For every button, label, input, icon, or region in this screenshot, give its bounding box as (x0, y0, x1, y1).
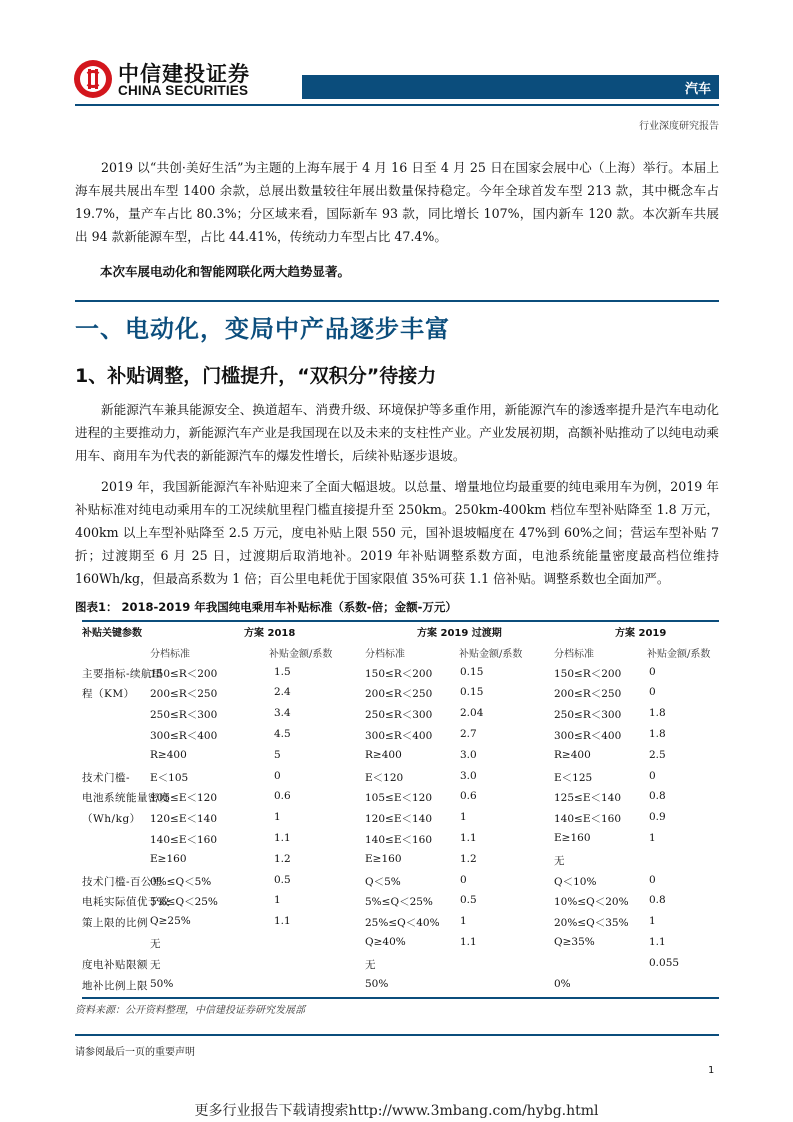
table-cell: 150≤R＜200 (554, 667, 622, 680)
sector-label: 汽车 (684, 82, 711, 97)
table-cell: 200≤R＜250 (554, 688, 622, 701)
table-cell: 105≤E＜120 (365, 792, 433, 805)
table-cell: 140≤E＜160 (150, 833, 218, 846)
table-cell: 25%≤Q＜40% (365, 917, 440, 930)
row-label: 地补比例上限 (82, 979, 148, 992)
table-cell: 0.9 (649, 811, 666, 824)
table-cell: E＜125 (554, 771, 593, 784)
table-cell: 5 (274, 748, 281, 761)
citic-logo-icon (74, 60, 112, 98)
table-body (82, 663, 719, 996)
table-row (82, 912, 719, 933)
table-cell: 5%≤Q＜25% (365, 896, 433, 909)
sector-banner (302, 75, 719, 99)
table-cell: Q≥25% (150, 915, 191, 928)
table-cell: 1.2 (274, 852, 291, 865)
logo-chinese-name: 中信建投证券 (118, 62, 250, 86)
table-row (82, 704, 719, 725)
table-cell: 1 (274, 811, 281, 824)
table-cell: 1.8 (649, 707, 666, 720)
table-cell: 0 (649, 769, 656, 782)
table-cell: 无 (365, 958, 376, 971)
row-label: 技术门槛- (82, 771, 131, 784)
subheader-amount: 补贴金额/系数 (459, 648, 523, 660)
table-cell: 20%≤Q＜35% (554, 917, 629, 930)
table-cell: 2.7 (460, 727, 477, 740)
table-cell: 1 (649, 915, 656, 928)
row-label: 度电补贴限额 (82, 958, 148, 971)
table-row (82, 933, 719, 954)
row-label: 程（KM） (82, 688, 135, 701)
table-cell: 0%≤Q＜5% (150, 875, 212, 888)
table-cell: 1.1 (460, 831, 477, 844)
table-cell: 0.8 (649, 894, 666, 907)
header-divider (75, 104, 719, 106)
table-cell: 105≤E＜120 (150, 792, 218, 805)
table-row (82, 683, 719, 704)
table-cell: 1 (460, 811, 467, 824)
table-cell: 250≤R＜300 (554, 709, 622, 722)
table-cell: 1.1 (649, 935, 666, 948)
table-row (82, 767, 719, 788)
table-cell: 0 (649, 873, 656, 886)
row-label: 策上限的比例 (82, 917, 148, 930)
table-cell: 120≤E＜140 (150, 813, 218, 826)
report-type: 行业深度研究报告 (639, 121, 719, 132)
table-cell: 0 (649, 665, 656, 678)
table-cell: 无 (554, 854, 565, 867)
row-label: 电池系统能量密度 (82, 792, 170, 805)
table-cell: E＜120 (365, 771, 404, 784)
table-cell: 1 (274, 894, 281, 907)
subheader-amount: 补贴金额/系数 (647, 648, 711, 660)
table-cell: 3.4 (274, 707, 291, 720)
table-cell: E≥160 (150, 852, 187, 865)
promo-link-text: 更多行业报告下载请搜索http://www.3mbang.com/hybg.html (194, 1103, 599, 1119)
table-subheader-row (82, 642, 719, 663)
table-cell: R≥400 (150, 748, 187, 761)
table-cell: 5%≤Q＜25% (150, 896, 218, 909)
table-cell: Q≥35% (554, 935, 595, 948)
table-cell: 125≤E＜140 (554, 792, 622, 805)
row-label: 技术门槛-百公里 (82, 875, 164, 888)
table-cell: 0.15 (460, 665, 484, 678)
table-cell: 0.8 (649, 790, 666, 803)
section-title: 一、电动化，变局中产品逐步丰富 (75, 315, 450, 343)
table-cell: 4.5 (274, 727, 291, 740)
highlight-statement: 本次车展电动化和智能网联化两大趋势显著。 (100, 264, 351, 279)
table-cell: 2.5 (649, 748, 666, 761)
table-row (82, 725, 719, 746)
table-cell: 1.2 (460, 852, 477, 865)
table-cell: 140≤E＜160 (554, 813, 622, 826)
table-cell: 150≤R＜200 (150, 667, 218, 680)
table-cell: 200≤R＜250 (150, 688, 218, 701)
intro-paragraph: 2019 以“共创·美好生活”为主题的上海车展于 4 月 16 日至 4 月 25 日在国家会展中心（上海）举行。本届上海车展共展出车型 1400 余款，总展出数量较往年展出数量保持稳定。今年全球首发车型 213 款，其中概念车占 19.7%，量产车占比 80.3%；分区域来看，国际新车 93 款，同比增长 107%，国内新车 120 款。本次新车共展出 94 款新能源车型，占比 44.41%，传统动力车型占比 47.4%。 (75, 160, 719, 244)
table-cell: 1.1 (274, 831, 291, 844)
page-number: 1 (708, 1065, 715, 1076)
table-cell: 0.5 (460, 894, 477, 907)
logo-english-name: CHINA SECURITIES (118, 83, 249, 98)
table-cell: 120≤E＜140 (365, 813, 433, 826)
table-cell: 0 (274, 769, 281, 782)
body-paragraph-2: 2019 年，我国新能源汽车补贴迎来了全面大幅退坡。以总量、增量地位均最重要的纯电乘用车为例，2019 年补贴标准对纯电动乘用车的工况续航里程门槛直接提升至 250km。250km-400km 档位车型补贴降至 1.8 万元，400km 以上车型补贴降至 2.5 万元，度电补贴上限 550 元，国补退坡幅度在 47%到 60%之间；营运车型补贴 7 折；过渡期至 6 月 25 日，过渡期后取消地补。2019 年补贴调整系数方面，电池系统能量密度最高档位维持 160Wh/kg，但最高系数为 1 倍；百公里电耗优于国家限值 35%可获 1.1 倍补贴。调整系数也全面加严。 (75, 479, 719, 586)
table-cell: 300≤R＜400 (150, 729, 218, 742)
table-cell: 0.6 (460, 790, 477, 803)
table-row (82, 850, 719, 871)
row-label: 电耗实际值优于政 (82, 896, 170, 909)
table-cell: 0.15 (460, 686, 484, 699)
header-2018: 方案 2018 (244, 628, 296, 639)
table-cell: R≥400 (365, 748, 402, 761)
footer-divider (75, 1034, 719, 1036)
disclaimer-note: 请参阅最后一页的重要声明 (75, 1047, 195, 1058)
table-row (82, 663, 719, 684)
table-row (82, 808, 719, 829)
table-row (82, 871, 719, 892)
table-header-row (82, 621, 719, 642)
table-cell: 2.04 (460, 707, 484, 720)
subsection-title: 1、补贴调整，门槛提升，“双积分”待接力 (75, 365, 437, 387)
table-cell: 50% (150, 977, 174, 990)
table-cell: R≥400 (554, 748, 591, 761)
table-cell: 300≤R＜400 (365, 729, 433, 742)
table-cell: 0 (460, 873, 467, 886)
table-cell: 150≤R＜200 (365, 667, 433, 680)
table-cell: 1.5 (274, 665, 291, 678)
table-cell: Q＜10% (554, 875, 597, 888)
table-cell: 2.4 (274, 686, 291, 699)
table-cell: E≥160 (365, 852, 402, 865)
table-cell: 1.1 (460, 935, 477, 948)
subsidy-table (82, 620, 719, 995)
table-bottom-rule (82, 997, 719, 999)
table-cell: E＜105 (150, 771, 189, 784)
body-paragraph-1: 新能源汽车兼具能源安全、换道超车、消费升级、环境保护等多重作用，新能源汽车的渗透率提升是汽车电动化进程的主要推动力，新能源汽车产业是我国现在以及未来的支柱性产业。产业发展初期，高额补贴推动了以纯电动乘用车、商用车为代表的新能源汽车的爆发性增长，后续补贴逐步退坡。 (75, 402, 719, 463)
table-row (82, 975, 719, 996)
table-row (82, 787, 719, 808)
table-cell: 250≤R＜300 (365, 709, 433, 722)
table-cell: E≥160 (554, 831, 591, 844)
row-label: 主要指标-续航里 (82, 667, 164, 680)
table-cell: 0 (649, 686, 656, 699)
table-cell: 0% (554, 977, 571, 990)
table-cell: 140≤E＜160 (365, 833, 433, 846)
table-cell: 300≤R＜400 (554, 729, 622, 742)
table-cell: 无 (150, 958, 161, 971)
table-caption: 图表1： 2018-2019 年我国纯电乘用车补贴标准（系数-倍；金额-万元） (75, 600, 457, 614)
table-cell: 200≤R＜250 (365, 688, 433, 701)
table-cell: 0.6 (274, 790, 291, 803)
company-logo (74, 58, 254, 100)
table-cell: 1.8 (649, 727, 666, 740)
subheader-amount: 补贴金额/系数 (269, 648, 333, 660)
table-row (82, 746, 719, 767)
header-param: 补贴关键参数 (82, 628, 142, 639)
table-cell: Q≥40% (365, 935, 406, 948)
header-2019: 方案 2019 (615, 628, 667, 639)
subheader-tier: 分档标准 (365, 648, 405, 660)
table-cell: 250≤R＜300 (150, 709, 218, 722)
table-cell: 0.055 (649, 956, 680, 969)
table-cell: 1 (649, 831, 656, 844)
table-row (82, 954, 719, 975)
table-cell: 0.5 (274, 873, 291, 886)
table-cell: 3.0 (460, 769, 477, 782)
row-label: （Wh/kg） (82, 813, 141, 826)
table-cell: 10%≤Q＜20% (554, 896, 629, 909)
table-cell: Q＜5% (365, 875, 401, 888)
header-2019-transition: 方案 2019 过渡期 (417, 628, 502, 639)
subheader-tier: 分档标准 (554, 648, 594, 660)
table-cell: 50% (365, 977, 389, 990)
table-row (82, 891, 719, 912)
section-divider (75, 300, 719, 302)
subheader-tier: 分档标准 (150, 648, 190, 660)
table-cell: 1 (460, 915, 467, 928)
table-row (82, 829, 719, 850)
table-source: 资料来源：公开资料整理，中信建投证券研究发展部 (75, 1005, 305, 1016)
table-cell: 3.0 (460, 748, 477, 761)
table-cell: 1.1 (274, 915, 291, 928)
table-cell: 无 (150, 937, 161, 950)
